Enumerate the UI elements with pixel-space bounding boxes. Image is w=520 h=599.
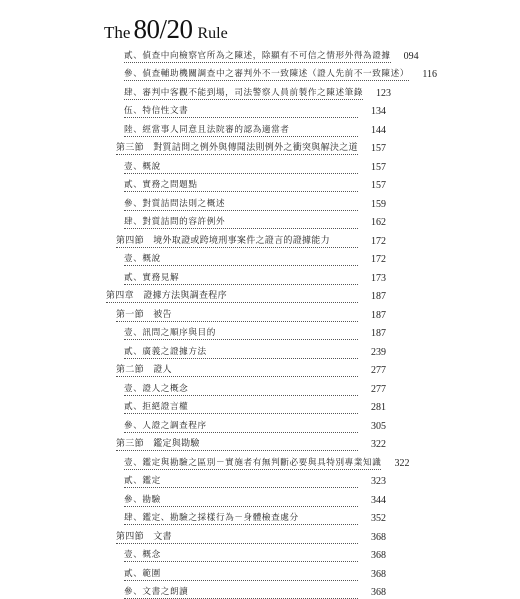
toc-entry-item [0,100,520,119]
toc-entry-title: 壹、概說 [124,253,358,266]
toc-entry-item [0,544,520,563]
toc-entry-item [0,81,520,100]
toc-entry-item [0,63,520,82]
toc-entry-page-number: 187 [358,310,386,322]
toc-entry-title: 第四章 證據方法與調查程序 [106,290,358,303]
toc-entry-title: 參、文書之朗讀 [124,586,358,599]
toc-entry-page-number: 144 [358,125,386,137]
toc-entry-page-number: 157 [358,162,386,174]
toc-entry-title: 第四節 文書 [116,531,358,544]
toc-entry-chapter [0,285,520,304]
toc-entry-page-number: 277 [358,384,386,396]
toc-entry-title: 參、人證之調查程序 [124,420,358,433]
toc-entry-title: 肆、對質詰問的容許例外 [124,216,358,229]
toc-entry-item [0,118,520,137]
toc-entry-page-number: 159 [358,199,386,211]
toc-entry-title: 壹、證人之概念 [124,383,358,396]
toc-entry-item [0,562,520,581]
toc-entry-page-number: 368 [358,587,386,599]
toc-entry-page-number: 239 [358,347,386,359]
toc-entry-page-number: 187 [358,291,386,303]
logo-number: 80/20 [133,14,192,45]
toc-entry-title: 參、勘驗 [124,494,358,507]
logo-rule: Rule [197,25,227,43]
toc-entry-page-number: 162 [358,217,386,229]
toc-entry-page-number: 322 [381,458,409,470]
toc-entry-title: 貳、實務見解 [124,272,358,285]
toc-entry-item [0,266,520,285]
toc-entry-item [0,488,520,507]
toc-entry-title: 貳、範圍 [124,568,358,581]
toc-entry-page-number: 173 [358,273,386,285]
toc-entry-page-number: 123 [363,88,391,100]
toc-entry-page-number: 352 [358,513,386,525]
toc-entry-section [0,229,520,248]
table-of-contents [0,44,520,599]
toc-entry-page-number: 305 [358,421,386,433]
toc-entry-title: 肆、審判中客觀不能到場，司法警察人員前製作之陳述筆錄 [124,87,363,100]
toc-entry-item [0,248,520,267]
toc-entry-title: 陸、經當事人同意且法院審的認為適當者 [124,124,358,137]
toc-entry-page-number: 323 [358,476,386,488]
toc-entry-page-number: 187 [358,328,386,340]
toc-entry-item [0,174,520,193]
toc-entry-title: 貳、實務之問題點 [124,179,358,192]
logo-the: The [104,23,130,43]
toc-entry-item [0,192,520,211]
toc-entry-page-number: 281 [358,402,386,414]
toc-entry-title: 貳、廣義之證據方法 [124,346,358,359]
toc-entry-title: 第二節 證人 [116,364,358,377]
toc-entry-item [0,155,520,174]
book-series-logo [104,14,228,42]
toc-entry-section [0,137,520,156]
toc-entry-section [0,433,520,452]
toc-entry-title: 參、偵查輔助機關調查中之審判外不一致陳述（證人先前不一致陳述） [124,68,409,81]
toc-entry-title: 貳、偵查中向檢察官所為之陳述，除顯有不可信之情形外得為證據 [124,50,391,63]
toc-entry-title: 貳、拒絕證言權 [124,401,358,414]
toc-entry-title: 壹、鑑定與勘驗之區別－實施者有無判斷必要與具特別專業知識 [124,457,381,470]
toc-entry-item [0,507,520,526]
toc-entry-page-number: 322 [358,439,386,451]
toc-entry-title: 第四節 境外取證或跨境刑事案件之證言的證據能力 [116,235,358,248]
toc-entry-title: 壹、訊問之順序與目的 [124,327,358,340]
toc-entry-page-number: 368 [358,569,386,581]
toc-entry-item [0,322,520,341]
toc-entry-title: 貳、鑑定 [124,475,358,488]
toc-entry-section [0,359,520,378]
toc-entry-title: 伍、特信性文書 [124,105,358,118]
toc-entry-section [0,303,520,322]
toc-entry-title: 第一節 被告 [116,309,358,322]
toc-entry-section [0,525,520,544]
toc-entry-page-number: 157 [358,143,386,155]
toc-entry-item [0,396,520,415]
toc-entry-title: 第三節 鑑定與勘驗 [116,438,358,451]
toc-entry-page-number: 344 [358,495,386,507]
toc-entry-title: 壹、概念 [124,549,358,562]
toc-entry-page-number: 172 [358,236,386,248]
toc-entry-page-number: 368 [358,532,386,544]
toc-entry-item [0,44,520,63]
toc-entry-item [0,340,520,359]
toc-entry-item [0,414,520,433]
toc-entry-page-number: 116 [409,69,437,81]
toc-entry-title: 壹、概說 [124,161,358,174]
toc-entry-title: 第三節 對質詰問之例外與傳聞法則例外之衝突與解決之道 [116,142,358,155]
toc-entry-item [0,581,520,599]
toc-entry-item [0,451,520,470]
toc-entry-title: 參、對質詰問法則之概述 [124,198,358,211]
toc-entry-item [0,211,520,230]
toc-entry-page-number: 172 [358,254,386,266]
toc-entry-page-number: 157 [358,180,386,192]
toc-entry-item [0,470,520,489]
toc-entry-page-number: 277 [358,365,386,377]
toc-entry-title: 肆、鑑定、勘驗之採樣行為－身體檢查處分 [124,512,358,525]
toc-entry-item [0,377,520,396]
toc-entry-page-number: 134 [358,106,386,118]
toc-entry-page-number: 368 [358,550,386,562]
toc-entry-page-number: 094 [391,51,419,63]
